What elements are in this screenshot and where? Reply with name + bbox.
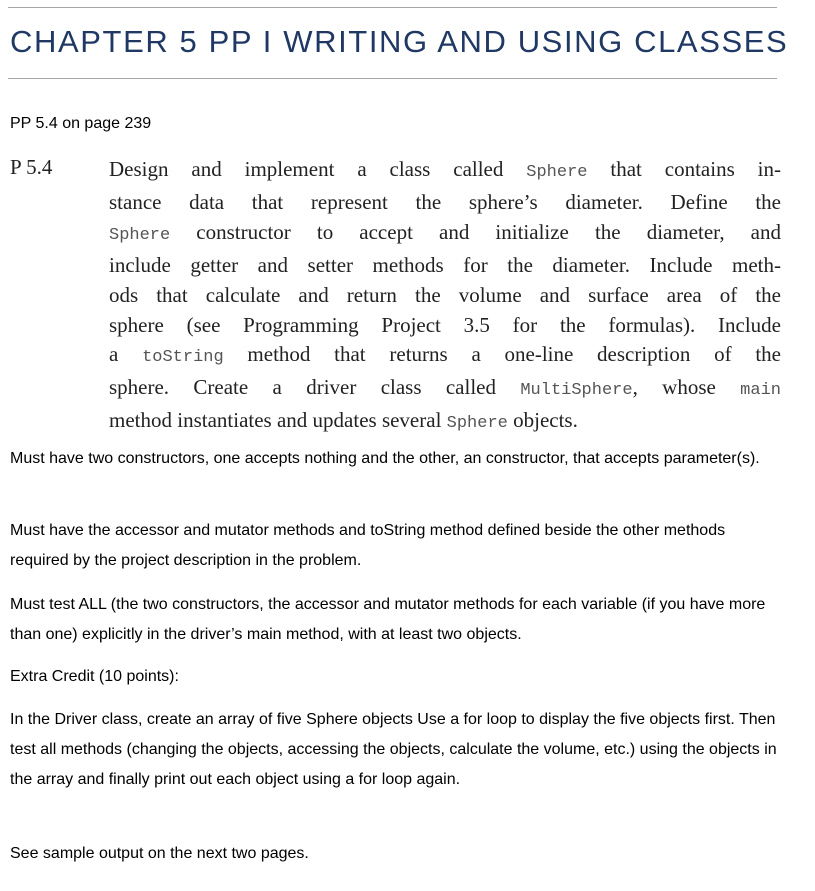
description-text: Design and implement a class called: [109, 157, 527, 181]
description-text: sphere. Create a driver class called: [109, 375, 521, 400]
project-reference: PP 5.4 on page 239: [10, 115, 152, 132]
project-label: P 5.4: [10, 155, 53, 179]
description-line: [109, 373, 781, 406]
code-identifier: main: [740, 381, 781, 401]
extra-credit-heading: Extra Credit (10 points):: [10, 668, 179, 685]
description-text: stance data that represent the sphere’s diameter. Define the: [109, 189, 781, 214]
description-text: ods that calculate and return the volume and surface area of the: [109, 282, 781, 307]
requirement-constructors: Must have two constructors, one accepts nothing and the other, an constructor, that accepts parameter(s).: [10, 450, 760, 467]
description-line: [109, 311, 781, 341]
description-text: constructor to accept and initialize the diameter, and: [170, 219, 781, 244]
description-line: [109, 251, 781, 281]
description-text: method instantiates and updates several: [109, 408, 447, 433]
requirement-methods: Must have the accessor and mutator methods and toString method defined beside the other methods required by the project description in the problem.: [10, 522, 726, 569]
description-line: [109, 188, 781, 218]
code-identifier: toString: [142, 348, 224, 368]
description-line: [109, 218, 781, 251]
code-identifier: Sphere: [526, 163, 588, 182]
code-identifier: Sphere: [109, 225, 171, 245]
description-line: [109, 155, 781, 188]
description-text: a: [109, 342, 143, 367]
project-description: [109, 155, 781, 439]
description-line: [109, 281, 781, 311]
description-text: method that returns a one-line description of the: [223, 342, 781, 367]
extra-credit-body: In the Driver class, create an array of five Sphere objects Use a for loop to display the five objects first. Then test all methods (changing the objects, accessing the objects, calculate the volume, etc.) using the objects in the array and finally print out each object using a for loop again.: [10, 711, 777, 788]
requirement-testing: Must test ALL (the two constructors, the accessor and mutator methods for each variable (if you have more than one) explicitly in the driver’s main method, with at least two objects.: [10, 596, 766, 643]
description-text: , whose: [632, 375, 741, 400]
sample-output-note: See sample output on the next two pages.: [10, 845, 309, 862]
description-text: sphere (see Programming Project 3.5 for the formulas). Include: [109, 312, 781, 337]
code-identifier: Sphere: [446, 414, 508, 434]
code-identifier: MultiSphere: [520, 381, 633, 401]
page-title: CHAPTER 5 PP I WRITING AND USING CLASSES: [10, 24, 789, 59]
title-underline: [8, 78, 777, 79]
description-line: [109, 340, 781, 373]
description-line: [109, 406, 781, 439]
description-text: include getter and setter methods for the diameter. Include meth-: [109, 252, 781, 277]
description-text: that contains in-: [587, 157, 781, 181]
top-rule: [8, 7, 777, 8]
description-text: objects.: [507, 408, 578, 433]
